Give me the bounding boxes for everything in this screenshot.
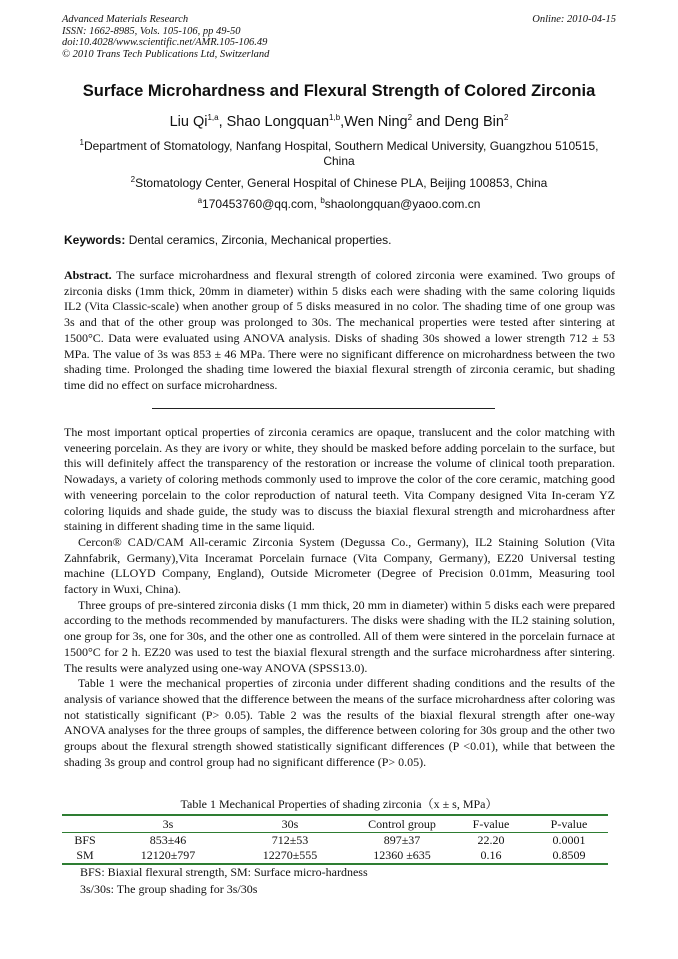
keywords-label: Keywords:	[64, 233, 126, 247]
table-header-cell: Control group	[352, 815, 452, 833]
body-paragraph: Cercon® CAD/CAM All-ceramic Zirconia System (Degussa Co., Germany), IL2 Staining Solution (Vita Zahnfabrik, Germany),Vita Inceramat Porcelain furnace (Vita Company, Germany), EZ20 Universal testing machine (LLOYD Company, England), Outside Micrometer (Degree of Precision 0.01mm, Measuring tool factory in Wuxi, China).	[64, 534, 615, 597]
table-header-cell: P-value	[530, 815, 608, 833]
author-sep: and	[412, 114, 445, 130]
author-sup: 1,b	[329, 113, 341, 123]
affiliation-1	[64, 139, 614, 169]
author-sup: 2	[407, 113, 413, 123]
abstract-label: Abstract.	[64, 268, 112, 282]
issn-line: ISSN: 1662-8985, Vols. 105-106, pp 49-50	[62, 25, 241, 37]
author-sup: 1,a	[207, 113, 219, 123]
abstract-text: The surface microhardness and flexural strength of colored zirconia were examined. Two groups of zirconia disks (1mm thick, 20mm in diameter) within 5 disks each were shading with the same coloring liquids IL2 (Vita Classic-scale) when another group of 5 disks measured in no color. The shading time of one group was 3s and that of the other group was prolonged to 30s. The mechanical properties were tested after sintering at 1500°C. Data were evaluated using ANOVA analysis. Disks of shading 30s showed a lower strength 712 ± 53 MPa. The value of 3s was 853 ± 46 MPa. There were no significant difference on microhardness between the two shading time. Prolonged the shading time lowered the biaxial flexural strength of zirconia ceramic, but shading time did no effect on surface microhardness.	[64, 268, 615, 392]
paper-title: Surface Microhardness and Flexural Strength of Colored Zirconia	[82, 82, 596, 100]
body-paragraph: Three groups of pre-sintered zirconia disks (1 mm thick, 20 mm in diameter) within 5 disks each were prepared according to the methods recommended by manufacturers. The disks were shading with the IL2 staining solution, one group for 3s, one for 30s, and the other one as controlled. All of them were sintered in the porcelain furnace at 1500°C for 2 h. EZ20 was used to test the biaxial flexural strength and the surface microhardness after sintering. The results were analyzed using one-way ANOVA (SPSS13.0).	[64, 597, 615, 675]
email-line	[64, 197, 614, 212]
table-cell: 0.16	[452, 848, 530, 864]
table-cell: 12270±555	[228, 848, 352, 864]
keywords-text: Dental ceramics, Zirconia, Mechanical properties.	[125, 233, 392, 247]
table-cell: 712±53	[271, 833, 309, 847]
author-name: Deng Bin	[444, 114, 504, 130]
affiliation-2	[64, 176, 614, 191]
body-text	[64, 425, 615, 770]
affiliation-text: Stomatology Center, General Hospital of Chinese PLA, Beijing 100853, China	[135, 176, 548, 190]
table-cell: 897±37	[383, 833, 421, 847]
table-header-cell: 3s	[108, 815, 228, 833]
affiliation-text: Department of Stomatology, Nanfang Hospital, Southern Medical University, Guangzhou 510515, China	[83, 139, 599, 168]
author-sup: 2	[503, 113, 509, 123]
email-sup: a	[197, 196, 203, 205]
table-1	[62, 814, 608, 865]
copyright-line: © 2010 Trans Tech Publications Ltd, Switzerland	[62, 48, 270, 60]
table-cell: SM	[62, 848, 108, 864]
section-divider	[152, 408, 495, 409]
table-cell: 22.20	[477, 833, 505, 847]
table-cell: 853±46	[149, 833, 187, 847]
table-header-cell: 30s	[228, 815, 352, 833]
email-sup: b	[320, 196, 325, 205]
author-list	[0, 114, 678, 130]
email-address: 170453760@qq.com,	[202, 197, 321, 211]
table-note: BFS: Biaxial flexural strength, SM: Surface micro-hardness	[80, 865, 368, 879]
doi-line: doi:10.4028/www.scientific.net/AMR.105-106.49	[62, 37, 268, 48]
table-header-cell: F-value	[452, 815, 530, 833]
table-cell: 0.8509	[530, 848, 608, 864]
affiliation-sup: 2	[130, 175, 136, 184]
author-name: Wen Ning	[344, 114, 408, 130]
table-cell: 12120±797	[108, 848, 228, 864]
table-cell: BFS	[74, 833, 96, 847]
table-note: 3s/30s: The group shading for 3s/30s	[80, 882, 258, 896]
keywords	[64, 233, 391, 247]
author-sep: ,	[218, 114, 227, 130]
table-row	[62, 833, 608, 849]
table-header-cell	[62, 815, 108, 833]
body-paragraph: Table 1 were the mechanical properties of zirconia under different shading conditions and the results of the analysis of variance showed that the difference between the means of the surface microhardness after coloring was not statistically significant (P> 0.05). Table 2 was the results of the biaxial flexural strength after one-way ANOVA analyses for the three groups of samples, the difference between coloring for 30s group and the other two groups about the flexural strength showed statistically significant differences (P <0.01), while that between the shading 3s group and control group had no significant difference (P> 0.05).	[64, 676, 615, 769]
online-date: Online: 2010-04-15	[532, 14, 616, 25]
author-sep: ,	[340, 114, 345, 130]
journal-header	[62, 14, 616, 60]
table-cell: 0.0001	[552, 833, 586, 847]
table-row	[62, 848, 608, 864]
abstract	[64, 268, 615, 394]
table-header-row	[62, 815, 608, 833]
journal-name: Advanced Materials Research	[62, 14, 189, 25]
email-address: shaolongquan@yaoo.com.cn	[324, 197, 481, 211]
table-caption: Table 1 Mechanical Properties of shading zirconia（x ± s, MPa）	[180, 797, 498, 811]
table-cell: 12360 ±635	[352, 848, 452, 864]
author-name: Shao Longquan	[226, 114, 330, 130]
author-name: Liu Qi	[169, 114, 208, 130]
affiliation-sup: 1	[79, 138, 84, 147]
body-paragraph: The most important optical properties of zirconia ceramics are opaque, translucent and the color matching with veneering porcelain. As they are ivory or white, they should be masked before adding porcelain to the surface, but this will definitely affect the transparency of the restoration or increase the volume of clinical tooth preparation. Nowadays, a variety of coloring methods commonly used to improve the color of the core ceramic, matching good with veneering porcelain to the color reproduction of natural teeth. Vita Company designed Vita In-ceram YZ coloring liquids and shade guide, the study was to discuss the biaxial flexural strength and microhardness after staining in different shading time in the same liquid.	[64, 425, 615, 534]
